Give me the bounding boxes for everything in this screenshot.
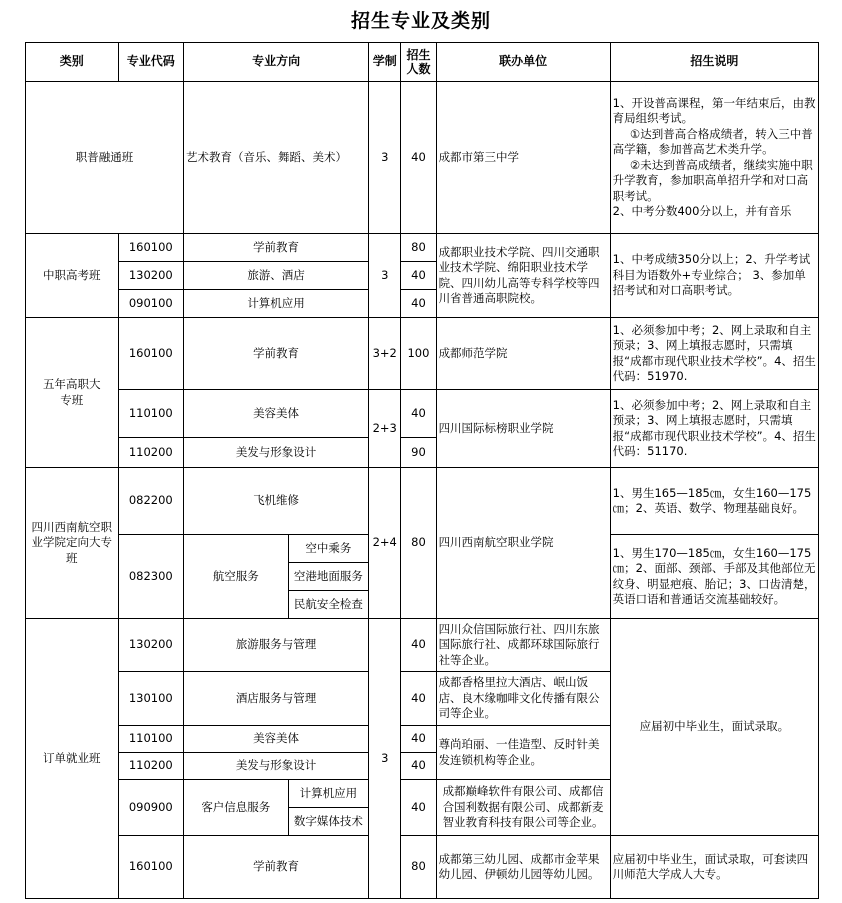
table-row (26, 390, 819, 438)
subdirection-cell: 计算机应用 (288, 780, 369, 808)
header-duration: 学制 (369, 43, 401, 82)
partner-cell: 成都第三幼儿园、成都市金苹果幼儿园、伊顿幼儿园等幼儿园。 (436, 836, 610, 899)
partner-cell: 尊尚珀丽、一佳造型、反时针美发连锁机构等企业。 (436, 726, 610, 780)
subdirection-cell: 空中乘务 (288, 535, 369, 563)
notes-cell: 1、必须参加中考；2、网上录取和自主预录；3、网上填报志愿时，只需填报“成都市现代职业技术学校”。4、招生代码：51970. (610, 318, 818, 390)
duration-cell: 3+2 (369, 318, 401, 390)
partner-cell: 四川国际标榜职业学院 (436, 390, 610, 468)
notes-cell: 1、男生165—185㎝，女生160—175㎝；2、英语、数学、物理基础良好。 (610, 468, 818, 535)
table-row (26, 836, 819, 899)
enroll-cell: 40 (401, 390, 436, 438)
category-cell: 职普融通班 (26, 82, 184, 234)
header-direction: 专业方向 (183, 43, 368, 82)
code-cell: 090100 (118, 290, 183, 318)
code-cell: 110200 (118, 438, 183, 468)
page-title: 招生专业及类别 (350, 10, 491, 32)
table-header-row (26, 43, 819, 82)
notes-line: ②未达到普高成绩者，继续实施中职升学教育，参加职高单招升学和对口高职考试。 (612, 157, 813, 203)
direction-cell: 艺术教育（音乐、舞蹈、美术） (183, 82, 368, 234)
subdirection-cell: 民航安全检查 (288, 591, 369, 619)
direction-cell: 美容美体 (183, 390, 368, 438)
partner-cell: 成都师范学院 (436, 318, 610, 390)
header-code: 专业代码 (118, 43, 183, 82)
notes-cell (610, 82, 818, 234)
table-row (26, 234, 819, 262)
duration-cell: 2+3 (369, 390, 401, 468)
notes-cell: 1、必须参加中考；2、网上录取和自主预录；3、网上填报志愿时，只需填报“成都市现代职业技术学校”。4、招生代码：51170. (610, 390, 818, 468)
direction-cell: 飞机维修 (183, 468, 368, 535)
code-cell: 130100 (118, 672, 183, 726)
notes-line: 2、中考分数400分以上，并有音乐 (612, 204, 792, 218)
direction-cell: 美容美体 (183, 726, 368, 753)
partner-cell: 成都巅峰软件有限公司、成都信合国利数据有限公司、成都新麦智业教育科技有限公司等企业。 (436, 780, 610, 836)
header-partner: 联办单位 (436, 43, 610, 82)
table-row (26, 318, 819, 390)
code-cell: 130200 (118, 619, 183, 672)
enroll-cell: 80 (401, 836, 436, 899)
notes-line: ①达到普高合格成绩者，转入三中普高学籍，参加普高艺术类升学。 (612, 126, 813, 156)
notes-cell: 1、男生170—185㎝，女生160—175㎝；2、面部、颈部、手部及其他部位无纹身、明显疤痕、胎记；3、口齿清楚，英语口语和普通话交流基础较好。 (610, 535, 818, 619)
enroll-cell: 80 (401, 468, 436, 619)
direction-cell: 学前教育 (183, 318, 368, 390)
enroll-cell: 40 (401, 726, 436, 753)
enroll-cell: 40 (401, 290, 436, 318)
category-cell: 四川西南航空职业学院定向大专班 (26, 468, 119, 619)
direction-cell: 计算机应用 (183, 290, 368, 318)
partner-cell: 成都职业技术学院、四川交通职业技术学院、绵阳职业技术学院、四川幼儿高等专科学校等四川省普通高职院校。 (436, 234, 610, 318)
table-row (26, 82, 819, 234)
enroll-cell: 40 (401, 82, 436, 234)
duration-cell: 3 (369, 82, 401, 234)
direction-cell: 航空服务 (183, 535, 288, 619)
notes-cell: 应届初中毕业生，面试录取。 (610, 619, 818, 836)
code-cell: 110100 (118, 390, 183, 438)
enrollment-table (25, 42, 819, 899)
code-cell: 082200 (118, 468, 183, 535)
enroll-cell: 90 (401, 438, 436, 468)
subdirection-cell: 空港地面服务 (288, 563, 369, 591)
enroll-cell: 80 (401, 234, 436, 262)
category-cell: 五年高职大专班 (26, 318, 119, 468)
notes-cell: 1、中考成绩350分以上；2、升学考试科目为语数外+专业综合； 3、参加单招考试和对口高职考试。 (610, 234, 818, 318)
enroll-cell: 40 (401, 262, 436, 290)
duration-cell: 3 (369, 234, 401, 318)
category-cell: 中职高考班 (26, 234, 119, 318)
direction-cell: 酒店服务与管理 (183, 672, 368, 726)
code-cell: 160100 (118, 836, 183, 899)
direction-cell: 美发与形象设计 (183, 438, 368, 468)
code-cell: 110100 (118, 726, 183, 753)
code-cell: 082300 (118, 535, 183, 619)
code-cell: 130200 (118, 262, 183, 290)
header-notes: 招生说明 (610, 43, 818, 82)
direction-cell: 学前教育 (183, 234, 368, 262)
code-cell: 160100 (118, 234, 183, 262)
direction-cell: 美发与形象设计 (183, 753, 368, 780)
enroll-cell: 40 (401, 672, 436, 726)
category-cell: 订单就业班 (26, 619, 119, 899)
enroll-cell: 40 (401, 753, 436, 780)
subdirection-cell: 数字媒体技术 (288, 808, 369, 836)
code-cell: 090900 (118, 780, 183, 836)
enroll-cell: 40 (401, 619, 436, 672)
partner-cell: 四川众信国际旅行社、四川东旅国际旅行社、成都环球国际旅行社等企业。 (436, 619, 610, 672)
enroll-cell: 40 (401, 780, 436, 836)
direction-cell: 学前教育 (183, 836, 368, 899)
partner-cell: 成都市第三中学 (436, 82, 610, 234)
header-category: 类别 (26, 43, 119, 82)
notes-line: 1、开设普高课程，第一年结束后，由教育局组织考试。 (612, 95, 816, 125)
direction-cell: 旅游服务与管理 (183, 619, 368, 672)
partner-cell: 四川西南航空职业学院 (436, 468, 610, 619)
header-enroll: 招生人数 (401, 43, 436, 82)
code-cell: 110200 (118, 753, 183, 780)
partner-cell: 成都香格里拉大酒店、岷山饭店、良木缘咖啡文化传播有限公司等企业。 (436, 672, 610, 726)
direction-cell: 客户信息服务 (183, 780, 288, 836)
duration-cell: 3 (369, 619, 401, 899)
code-cell: 160100 (118, 318, 183, 390)
table-row (26, 619, 819, 672)
duration-cell: 2+4 (369, 468, 401, 619)
notes-cell: 应届初中毕业生，面试录取，可套读四川师范大学成人大专。 (610, 836, 818, 899)
table-row (26, 468, 819, 535)
enroll-cell: 100 (401, 318, 436, 390)
direction-cell: 旅游、酒店 (183, 262, 368, 290)
